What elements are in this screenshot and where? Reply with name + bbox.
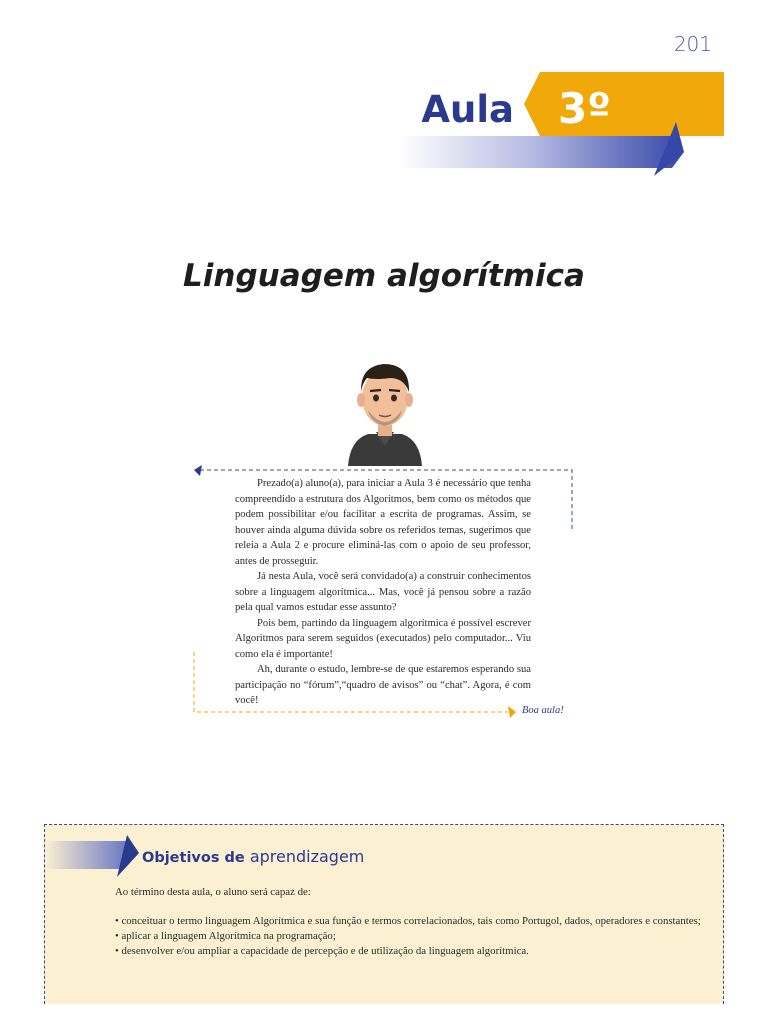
lesson-number: 3º (558, 84, 611, 133)
objectives-title (142, 847, 364, 866)
objective-item: • aplicar a linguagem Algorítmica na programação; (115, 930, 336, 942)
intro-paragraph: Ah, durante o estudo, lembre-se de que estaremos esperando sua participação no “fórum”,“quadro de avisos” ou “chat”. Agora, é com você! (235, 664, 531, 706)
lesson-banner (400, 72, 730, 182)
lesson-label: Aula (421, 88, 514, 131)
chapter-title: Linguagem algorítmica (183, 258, 585, 294)
intro-text (235, 476, 531, 709)
objectives-title-light: aprendizagem (249, 847, 365, 866)
objectives-marker (45, 833, 145, 883)
objective-item: • conceituar o termo linguagem Algorítmica e sua função e termos correlacionados, tais como Portugol, dados, operadores e constantes; (115, 915, 701, 927)
banner-gold-tab (524, 72, 724, 136)
intro-paragraph: Já nesta Aula, você será convidado(a) a construir conhecimentos sobre a linguagem algorítmica... Mas, você já pensou sobre a razão pela qual vamos estudar esse assunto? (235, 571, 531, 613)
intro-paragraph: Pois bem, partindo da linguagem algorítmica é possível escrever Algoritmos para serem seguidos (executados) pelo computador... Viu como ela é importante! (235, 617, 531, 660)
banner-arrow-band (400, 136, 684, 168)
teacher-avatar (340, 354, 430, 466)
objectives-title-bold: Objetivos de (142, 850, 245, 866)
objectives-box (44, 824, 724, 1004)
objectives-body (91, 885, 711, 959)
page-number: 201 (673, 32, 712, 56)
objective-item: • desenvolver e/ou ampliar a capacidade de percepção e de utilização da linguagem algorítmica. (115, 945, 529, 957)
intro-paragraph: Prezado(a) aluno(a), para iniciar a Aula 3 é necessário que tenha compreendido a estrutura dos Algoritmos, bem como os métodos que podem possibilitar e/ou facilitar a escrita de programas. Assim, se houver ainda alguma dúvida sobre os referidos temas, sugerimos que releia a Aula 2 e procure eliminá-las com o apoio de seu professor, antes de prosseguir. (235, 478, 531, 567)
signoff: Boa aula! (522, 705, 564, 716)
objectives-lead: Ao término desta aula, o aluno será capaz de: (115, 886, 311, 898)
